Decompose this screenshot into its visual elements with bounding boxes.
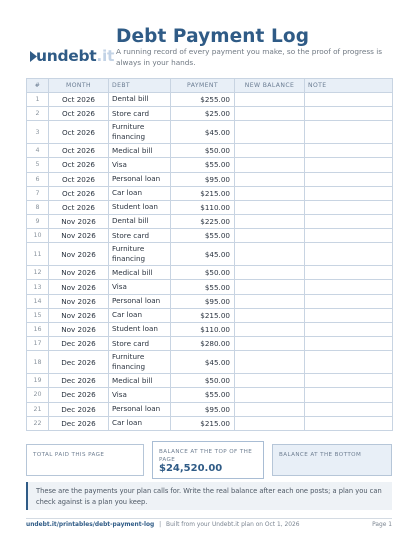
row-number: 10 bbox=[27, 229, 49, 243]
payment-cell: $45.00 bbox=[171, 121, 235, 144]
payment-cell: $95.00 bbox=[171, 402, 235, 416]
month-cell: Dec 2026 bbox=[49, 374, 109, 388]
month-cell: Nov 2026 bbox=[49, 308, 109, 322]
payment-cell: $50.00 bbox=[171, 144, 235, 158]
table-row bbox=[27, 215, 393, 229]
note-field[interactable] bbox=[305, 186, 393, 200]
debt-cell: Dental bill bbox=[109, 215, 171, 229]
month-cell: Nov 2026 bbox=[49, 229, 109, 243]
month-cell: Nov 2026 bbox=[49, 243, 109, 266]
table-header-row bbox=[27, 79, 393, 93]
row-number: 17 bbox=[27, 337, 49, 351]
note-field[interactable] bbox=[305, 172, 393, 186]
new-balance-field[interactable] bbox=[235, 294, 305, 308]
footer-url-link[interactable]: undebt.it/printables/debt-payment-log bbox=[26, 522, 155, 528]
debt-cell: Visa bbox=[109, 388, 171, 402]
month-cell: Nov 2026 bbox=[49, 280, 109, 294]
table-row bbox=[27, 337, 393, 351]
month-cell: Dec 2026 bbox=[49, 351, 109, 374]
payment-log-rows bbox=[27, 93, 393, 431]
balance-top-label: BALANCE AT THE TOP OF THE PAGE bbox=[159, 449, 253, 463]
plan-note-text: These are the payments your plan calls for. Write the real balance after each one posts; a plan you can check against is a plan you keep. bbox=[36, 487, 382, 506]
payment-cell: $215.00 bbox=[171, 308, 235, 322]
note-field[interactable] bbox=[305, 121, 393, 144]
table-row bbox=[27, 172, 393, 186]
row-number: 7 bbox=[27, 186, 49, 200]
debt-cell: Medical bill bbox=[109, 144, 171, 158]
payment-cell: $110.00 bbox=[171, 200, 235, 214]
table-row bbox=[27, 374, 393, 388]
column-header-new-balance: NEW BALANCE bbox=[235, 79, 305, 93]
month-cell: Oct 2026 bbox=[49, 121, 109, 144]
payment-cell: $50.00 bbox=[171, 374, 235, 388]
table-row bbox=[27, 416, 393, 430]
debt-cell: Personal loan bbox=[109, 402, 171, 416]
payment-cell: $55.00 bbox=[171, 158, 235, 172]
payment-cell: $55.00 bbox=[171, 280, 235, 294]
column-header-month: MONTH bbox=[49, 79, 109, 93]
note-field[interactable] bbox=[305, 229, 393, 243]
debt-cell: Medical bill bbox=[109, 374, 171, 388]
page-number: Page 1 bbox=[372, 522, 392, 528]
row-number: 15 bbox=[27, 308, 49, 322]
debt-cell: Visa bbox=[109, 280, 171, 294]
column-header-number: # bbox=[27, 79, 49, 93]
payment-cell: $215.00 bbox=[171, 416, 235, 430]
new-balance-field[interactable] bbox=[235, 337, 305, 351]
debt-cell: Store card bbox=[109, 107, 171, 121]
month-cell: Oct 2026 bbox=[49, 144, 109, 158]
new-balance-field[interactable] bbox=[235, 215, 305, 229]
new-balance-field[interactable] bbox=[235, 351, 305, 374]
table-row bbox=[27, 121, 393, 144]
table-row bbox=[27, 388, 393, 402]
payment-cell: $55.00 bbox=[171, 388, 235, 402]
table-row bbox=[27, 323, 393, 337]
new-balance-field[interactable] bbox=[235, 121, 305, 144]
note-field[interactable] bbox=[305, 416, 393, 430]
table-row bbox=[27, 402, 393, 416]
row-number: 13 bbox=[27, 280, 49, 294]
payment-cell: $110.00 bbox=[171, 323, 235, 337]
new-balance-field[interactable] bbox=[235, 280, 305, 294]
debt-cell: Student loan bbox=[109, 323, 171, 337]
note-field[interactable] bbox=[305, 337, 393, 351]
table-row bbox=[27, 93, 393, 107]
footer-divider bbox=[26, 518, 392, 519]
payment-cell: $95.00 bbox=[171, 172, 235, 186]
table-row bbox=[27, 308, 393, 322]
note-field[interactable] bbox=[305, 107, 393, 121]
new-balance-field[interactable] bbox=[235, 308, 305, 322]
debt-cell: Visa bbox=[109, 158, 171, 172]
note-field[interactable] bbox=[305, 323, 393, 337]
table-row bbox=[27, 186, 393, 200]
row-number: 3 bbox=[27, 121, 49, 144]
note-field[interactable] bbox=[305, 243, 393, 266]
table-row bbox=[27, 243, 393, 266]
month-cell: Oct 2026 bbox=[49, 172, 109, 186]
balance-bottom-label: BALANCE AT THE BOTTOM bbox=[279, 452, 362, 458]
row-number: 2 bbox=[27, 107, 49, 121]
table-row bbox=[27, 280, 393, 294]
payment-log-table-wrapper bbox=[26, 78, 392, 437]
payment-cell: $225.00 bbox=[171, 215, 235, 229]
debt-cell: Student loan bbox=[109, 200, 171, 214]
new-balance-field[interactable] bbox=[235, 200, 305, 214]
row-number: 16 bbox=[27, 323, 49, 337]
note-field[interactable] bbox=[305, 402, 393, 416]
new-balance-field[interactable] bbox=[235, 323, 305, 337]
note-field[interactable] bbox=[305, 158, 393, 172]
note-field[interactable] bbox=[305, 93, 393, 107]
debt-cell: Dental bill bbox=[109, 93, 171, 107]
payment-cell: $255.00 bbox=[171, 93, 235, 107]
table-row bbox=[27, 107, 393, 121]
row-number: 18 bbox=[27, 351, 49, 374]
month-cell: Nov 2026 bbox=[49, 266, 109, 280]
row-number: 22 bbox=[27, 416, 49, 430]
row-number: 20 bbox=[27, 388, 49, 402]
payment-cell: $280.00 bbox=[171, 337, 235, 351]
table-row bbox=[27, 200, 393, 214]
new-balance-field[interactable] bbox=[235, 172, 305, 186]
table-row bbox=[27, 351, 393, 374]
new-balance-field[interactable] bbox=[235, 402, 305, 416]
note-field[interactable] bbox=[305, 280, 393, 294]
table-row bbox=[27, 294, 393, 308]
footer-separator: | bbox=[159, 522, 162, 528]
new-balance-field[interactable] bbox=[235, 374, 305, 388]
new-balance-field[interactable] bbox=[235, 93, 305, 107]
debt-cell: Car loan bbox=[109, 308, 171, 322]
debt-cell: Store card bbox=[109, 229, 171, 243]
month-cell: Dec 2026 bbox=[49, 388, 109, 402]
debt-cell: Car loan bbox=[109, 416, 171, 430]
payment-log-table bbox=[26, 78, 393, 431]
undebt-logo bbox=[30, 47, 115, 67]
month-cell: Oct 2026 bbox=[49, 186, 109, 200]
debt-cell: Furniture financing bbox=[109, 351, 171, 374]
new-balance-field[interactable] bbox=[235, 229, 305, 243]
note-field[interactable] bbox=[305, 308, 393, 322]
balance-bottom-box bbox=[272, 444, 392, 476]
note-field[interactable] bbox=[305, 374, 393, 388]
column-header-note: NOTE bbox=[305, 79, 393, 93]
new-balance-field[interactable] bbox=[235, 144, 305, 158]
row-number: 4 bbox=[27, 144, 49, 158]
table-row bbox=[27, 158, 393, 172]
debt-cell: Car loan bbox=[109, 186, 171, 200]
debt-cell: Furniture financing bbox=[109, 243, 171, 266]
row-number: 5 bbox=[27, 158, 49, 172]
debt-cell: Furniture financing bbox=[109, 121, 171, 144]
payment-cell: $45.00 bbox=[171, 243, 235, 266]
month-cell: Oct 2026 bbox=[49, 107, 109, 121]
total-paid-label: TOTAL PAID THIS PAGE bbox=[33, 452, 105, 458]
payment-cell: $45.00 bbox=[171, 351, 235, 374]
table-row bbox=[27, 266, 393, 280]
row-number: 14 bbox=[27, 294, 49, 308]
total-paid-box bbox=[26, 444, 144, 476]
new-balance-field[interactable] bbox=[235, 243, 305, 266]
note-field[interactable] bbox=[305, 294, 393, 308]
table-row bbox=[27, 144, 393, 158]
row-number: 9 bbox=[27, 215, 49, 229]
month-cell: Dec 2026 bbox=[49, 416, 109, 430]
note-field[interactable] bbox=[305, 200, 393, 214]
payment-cell: $95.00 bbox=[171, 294, 235, 308]
month-cell: Oct 2026 bbox=[49, 158, 109, 172]
column-header-debt: DEBT bbox=[109, 79, 171, 93]
page-subtitle: A running record of every payment you make, so the proof of progress is always in your hands. bbox=[116, 47, 383, 67]
month-cell: Nov 2026 bbox=[49, 294, 109, 308]
new-balance-field[interactable] bbox=[235, 107, 305, 121]
page-title: Debt Payment Log bbox=[116, 26, 310, 47]
balance-top-box bbox=[152, 441, 264, 479]
debt-cell: Medical bill bbox=[109, 266, 171, 280]
note-field[interactable] bbox=[305, 351, 393, 374]
row-number: 6 bbox=[27, 172, 49, 186]
note-field[interactable] bbox=[305, 266, 393, 280]
month-cell: Dec 2026 bbox=[49, 337, 109, 351]
row-number: 1 bbox=[27, 93, 49, 107]
plan-note bbox=[26, 482, 392, 510]
debt-cell: Personal loan bbox=[109, 294, 171, 308]
payment-cell: $215.00 bbox=[171, 186, 235, 200]
month-cell: Oct 2026 bbox=[49, 93, 109, 107]
payment-cell: $25.00 bbox=[171, 107, 235, 121]
debt-cell: Store card bbox=[109, 337, 171, 351]
payment-cell: $55.00 bbox=[171, 229, 235, 243]
row-number: 21 bbox=[27, 402, 49, 416]
footer-built-text: Built from your Undebt.it plan on Oct 1, 2026 bbox=[166, 522, 300, 528]
note-field[interactable] bbox=[305, 144, 393, 158]
new-balance-field[interactable] bbox=[235, 388, 305, 402]
debt-cell: Personal loan bbox=[109, 172, 171, 186]
month-cell: Nov 2026 bbox=[49, 323, 109, 337]
row-number: 19 bbox=[27, 374, 49, 388]
new-balance-field[interactable] bbox=[235, 266, 305, 280]
new-balance-field[interactable] bbox=[235, 186, 305, 200]
note-field[interactable] bbox=[305, 215, 393, 229]
balance-top-value: $24,520.00 bbox=[159, 463, 223, 474]
page-footer bbox=[26, 522, 392, 528]
row-number: 8 bbox=[27, 200, 49, 214]
month-cell: Dec 2026 bbox=[49, 402, 109, 416]
column-header-payment: PAYMENT bbox=[171, 79, 235, 93]
payment-cell: $50.00 bbox=[171, 266, 235, 280]
month-cell: Oct 2026 bbox=[49, 200, 109, 214]
month-cell: Nov 2026 bbox=[49, 215, 109, 229]
new-balance-field[interactable] bbox=[235, 158, 305, 172]
note-field[interactable] bbox=[305, 388, 393, 402]
logo-wordmark: undebt.it bbox=[36, 47, 115, 65]
new-balance-field[interactable] bbox=[235, 416, 305, 430]
row-number: 11 bbox=[27, 243, 49, 266]
row-number: 12 bbox=[27, 266, 49, 280]
table-row bbox=[27, 229, 393, 243]
